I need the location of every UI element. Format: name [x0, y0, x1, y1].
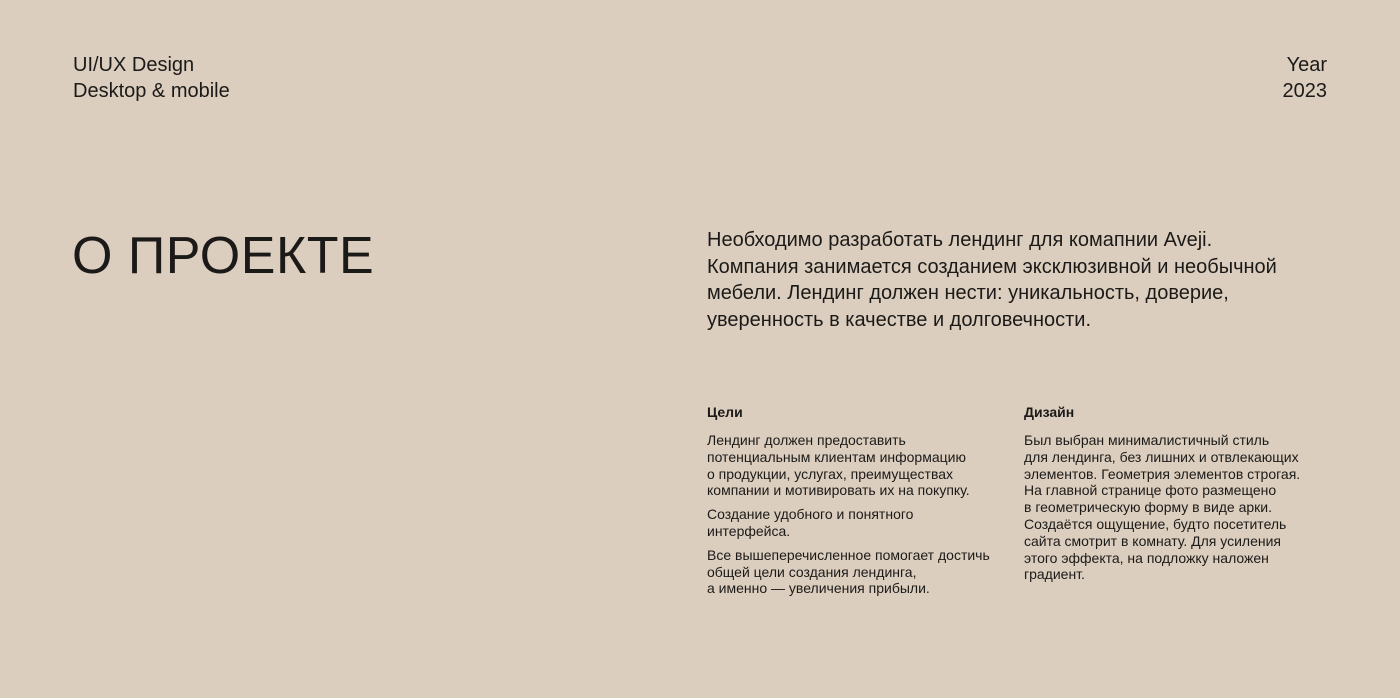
intro-line: уверенность в качестве и долговечности. [707, 308, 1092, 331]
intro-line: Необходимо разработать лендинг для комапнии Aveji. [707, 229, 1213, 251]
design-paragraph [1024, 432, 1334, 583]
text-line: сайта смотрит в комнату. Для усиления [1024, 532, 1282, 549]
design-heading: Дизайн [1024, 404, 1075, 420]
project-year-info [1283, 52, 1328, 104]
text-line: градиент. [1024, 566, 1085, 583]
text-line: Был выбран минималистичный стиль [1024, 432, 1270, 448]
goals-paragraph [707, 506, 1017, 540]
text-line: в геометрическую форму в виде арки. [1024, 499, 1273, 516]
project-intro [707, 227, 1337, 333]
text-line: интерфейса. [707, 522, 791, 539]
text-line: потенциальным клиентам информацию [707, 448, 966, 465]
intro-line: мебели. Лендинг должен нести: уникальность, доверие, [707, 282, 1229, 304]
text-line: элементов. Геометрия элементов строгая. [1024, 465, 1301, 482]
text-line: Лендинг должен предоставить [707, 432, 906, 448]
project-type-info [73, 52, 230, 104]
goals-section [707, 403, 1017, 604]
year-label: Year [1286, 54, 1327, 76]
text-line: компании и мотивировать их на покупку. [707, 482, 970, 499]
text-line: Все вышеперечисленное помогает достичь [707, 546, 990, 563]
platform-label: Desktop & mobile [73, 80, 230, 102]
design-section [1024, 403, 1334, 590]
text-line: о продукции, услугах, преимуществах [707, 465, 954, 482]
goals-heading: Цели [707, 404, 743, 420]
text-line: а именно — увеличения прибыли. [707, 580, 930, 597]
text-line: На главной странице фото размещено [1024, 482, 1277, 499]
year-value: 2023 [1282, 80, 1327, 102]
text-line: Создаётся ощущение, будто посетитель [1024, 515, 1287, 532]
page-title: О ПРОЕКТЕ [72, 227, 375, 285]
text-line: этого эффекта, на подложку наложен [1024, 549, 1269, 566]
intro-line: Компания занимается созданием эксклюзивной и необычной [707, 255, 1277, 278]
text-line: для лендинга, без лишних и отвлекающих [1024, 448, 1299, 465]
text-line: Создание удобного и понятного [707, 506, 914, 523]
project-type-label: UI/UX Design [73, 54, 195, 76]
goals-paragraph [707, 432, 1017, 499]
text-line: общей цели создания лендинга, [707, 563, 917, 580]
goals-paragraph [707, 547, 1017, 597]
